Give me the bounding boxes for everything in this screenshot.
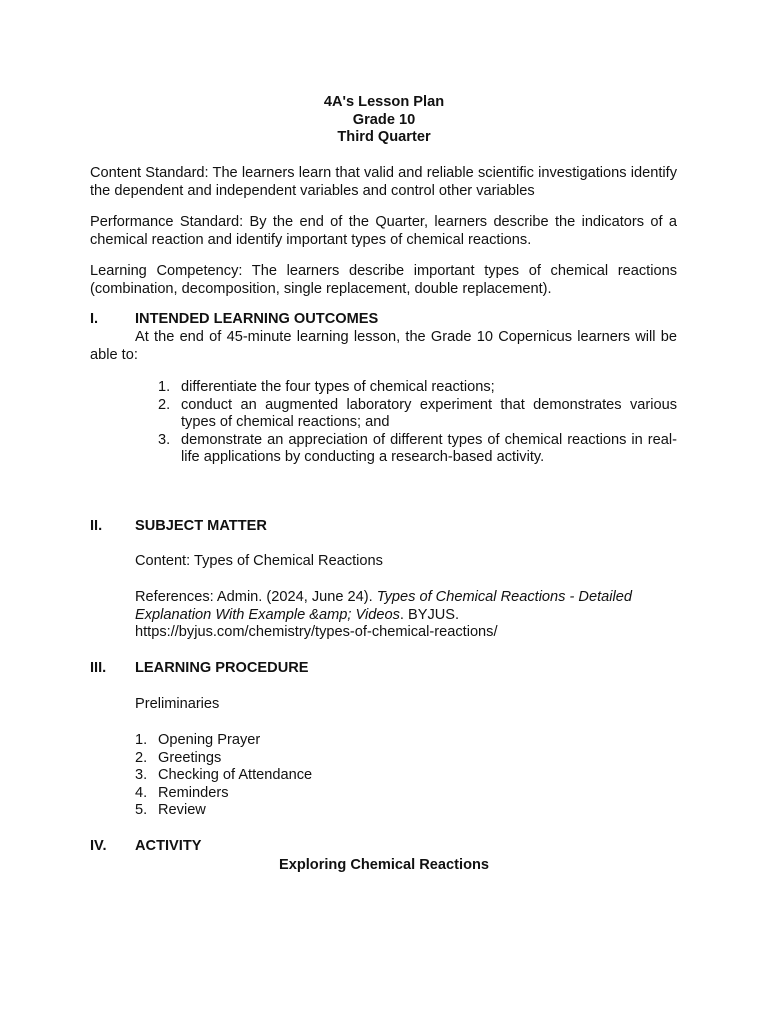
list-item xyxy=(135,732,312,750)
list-item xyxy=(135,750,312,768)
section-4-number: IV. xyxy=(90,838,107,854)
list-item-text: Checking of Attendance xyxy=(158,767,313,784)
list-item-number: 4. xyxy=(135,784,148,801)
references-title: Types of Chemical Reactions - Detailed Explanation With Example &amp; Videos xyxy=(135,589,632,623)
subject-content: Content: Types of Chemical Reactions xyxy=(135,553,383,569)
list-item xyxy=(158,379,677,397)
section-1-number: I. xyxy=(90,311,99,327)
references xyxy=(135,589,677,642)
section-3-number: III. xyxy=(90,660,107,676)
title-block xyxy=(0,94,768,147)
list-item-text: conduct an augmented laboratory experiment that demonstrates various types of chemical reactions; and xyxy=(181,396,677,431)
document-title: 4A's Lesson Plan xyxy=(323,94,445,110)
learning-competency: Learning Competency: The learners describe important types of chemical reactions (combination, decomposition, single replacement, double replacement). xyxy=(90,263,677,297)
section-3-title: LEARNING PROCEDURE xyxy=(135,660,309,676)
list-item-number: 1. xyxy=(135,732,148,748)
list-item-number: 3. xyxy=(135,767,148,784)
references-suffix: . BYJUS. xyxy=(399,606,460,623)
list-item-text: demonstrate an appreciation of different types of chemical reactions in real-life applications by conducting a research-based activity. xyxy=(181,431,677,466)
section-1-heading xyxy=(90,311,677,329)
list-item-text: Review xyxy=(158,802,206,819)
section-3-heading xyxy=(90,660,677,678)
section-2-number: II. xyxy=(90,518,103,534)
list-item-number: 1. xyxy=(158,379,171,395)
list-item-text: differentiate the four types of chemical reactions; xyxy=(181,379,495,395)
section-1-title: INTENDED LEARNING OUTCOMES xyxy=(135,311,379,327)
list-item-number: 3. xyxy=(158,431,171,448)
list-item xyxy=(135,802,312,820)
section-2-title: SUBJECT MATTER xyxy=(135,518,267,534)
list-item-number: 2. xyxy=(158,396,171,413)
list-item xyxy=(158,432,677,467)
list-item-number: 5. xyxy=(135,802,148,819)
preliminaries-list xyxy=(135,732,312,820)
section-4-heading xyxy=(90,838,677,856)
outcomes-intro: At the end of 45-minute learning lesson, the Grade 10 Copernicus learners will be able to: xyxy=(90,329,677,363)
preliminaries-label: Preliminaries xyxy=(135,696,220,712)
list-item-text: Greetings xyxy=(158,749,222,766)
outcomes-list xyxy=(158,379,677,467)
list-item xyxy=(135,785,312,803)
section-4-title: ACTIVITY xyxy=(135,838,202,854)
grade-label: Grade 10 xyxy=(352,111,416,128)
references-prefix: References: Admin. (2024, June 24). xyxy=(135,589,377,605)
quarter-label: Third Quarter xyxy=(337,129,431,145)
list-item-number: 2. xyxy=(135,749,148,766)
content-standard: Content Standard: The learners learn that valid and reliable scientific investigations identify the dependent and independent variables and control other variables xyxy=(90,165,677,199)
list-item-text: Opening Prayer xyxy=(158,732,261,748)
list-item xyxy=(135,767,312,785)
list-item-text: Reminders xyxy=(158,784,229,801)
activity-title: Exploring Chemical Reactions xyxy=(278,857,490,873)
references-url: https://byjus.com/chemistry/types-of-chemical-reactions/ xyxy=(135,624,498,641)
performance-standard: Performance Standard: By the end of the Quarter, learners describe the indicators of a chemical reaction and identify important types of chemical reactions. xyxy=(90,214,677,248)
section-2-heading xyxy=(90,518,677,536)
list-item xyxy=(158,397,677,432)
